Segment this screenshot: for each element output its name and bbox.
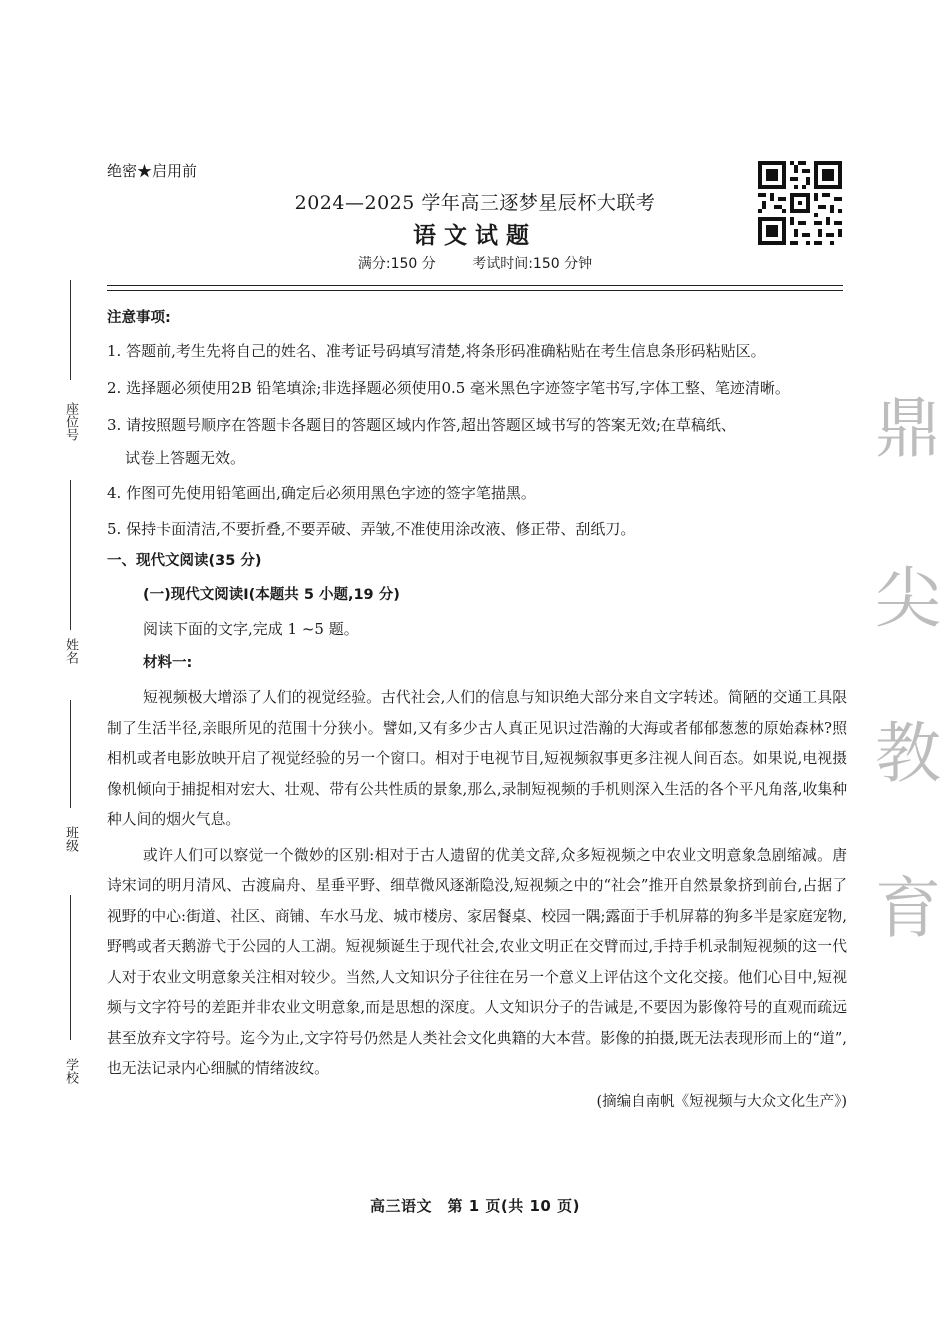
subject-title: 语文试题 xyxy=(413,222,537,249)
qr-code-icon xyxy=(758,160,842,246)
source-citation: (摘编自南帆《短视频与大众文化生产》) xyxy=(596,1093,847,1110)
exam-content xyxy=(107,305,847,1116)
header-rule xyxy=(107,290,843,291)
exam-time: 考试时间:150 分钟 xyxy=(472,256,593,272)
binding-line xyxy=(70,280,71,380)
notice-item: 1. 答题前,考生先将自己的姓名、准考证号码填写清楚,将条形码准确粘贴在考生信息条形码粘贴区。 xyxy=(107,342,766,360)
section-heading: 一、现代文阅读(35 分) xyxy=(107,553,262,569)
notice-item: 4. 作图可先使用铅笔画出,确定后必须用黑色字迹的签字笔描黑。 xyxy=(107,484,536,502)
section-subheading: (一)现代文阅读Ⅰ(本题共 5 小题,19 分) xyxy=(143,587,400,603)
notice-item: 5. 保持卡面清洁,不要折叠,不要弄破、弄皱,不准使用涂改液、修正带、刮纸刀。 xyxy=(107,520,636,538)
notice-item-continued: 试卷上答题无效。 xyxy=(125,449,246,467)
notice-item: 3. 请按照题号顺序在答题卡各题目的答题区域内作答,超出答题区域书写的答案无效;在草稿纸、 xyxy=(107,416,736,434)
watermark-char: 鼎 xyxy=(875,390,941,467)
notice-heading: 注意事项: xyxy=(107,310,171,326)
binding-line xyxy=(70,480,71,630)
watermark-char: 育 xyxy=(875,870,941,947)
watermark-char: 教 xyxy=(875,715,941,792)
material-label: 材料一: xyxy=(143,655,193,671)
page-footer: 高三语文 第 1 页(共 10 页) xyxy=(370,1197,580,1215)
score-line xyxy=(0,253,950,273)
notice-item: 2. 选择题必须使用2B 铅笔填涂;非选择题必须使用0.5 毫米黑色字迹签字笔书写,字体工整、笔迹清晰。 xyxy=(107,379,790,397)
paragraph: 短视频极大增添了人们的视觉经验。古代社会,人们的信息与知识绝大部分来自文字转述。简陋的交通工具限制了生活半径,亲眼所见的范围十分狭小。譬如,又有多少古人真正见识过浩瀚的大海或者郁郁葱葱的原始森林?照相机或者电影放映开启了视觉经验的另一个窗口。相对于电视节目,短视频叙事更多注视人间百态。如果说,电视摄像机倾向于捕捉相对宏大、壮观、带有公共性质的景象,那么,录制短视频的手机则深入生活的各个平凡角落,收集种种人间的烟火气息。 xyxy=(107,689,847,828)
paragraph: 或许人们可以察觉一个微妙的区别:相对于古人遗留的优美文辞,众多短视频之中农业文明意象急剧缩减。唐诗宋词的明月清风、古渡扁舟、星垂平野、细草微风逐渐隐没,短视频之中的“社会”推开自然景象挤到前台,占据了视野的中心:街道、社区、商铺、车水马龙、城市楼房、家居餐桌、校园一隅;露面于手机屏幕的狗多半是家庭宠物,野鸭或者天鹅游弋于公园的人工湖。短视频诞生于现代社会,农业文明正在交臂而过,手持手机录制短视频的这一代人对于农业文明意象关注相对较少。当然,人文知识分子往往在另一个意义上评估这个文化交接。他们心目中,短视频与文字符号的差距并非农业文明意象,而是思想的深度。人文知识分子的告诫是,不要因为影像符号的直观而疏远甚至放弃文字符号。迄今为止,文字符号仍然是人类社会文化典籍的大本营。影像的拍摄,既无法表现形而上的“道”,也无法记录内心细腻的情绪波纹。 xyxy=(107,846,847,1077)
binding-line xyxy=(70,700,71,808)
instruction: 阅读下面的文字,完成 1 ~5 题。 xyxy=(143,620,359,638)
name-label: 姓名 xyxy=(63,638,78,664)
school-label: 学校 xyxy=(63,1058,78,1084)
class-label: 班级 xyxy=(63,826,78,852)
exam-title: 2024—2025 学年高三逐梦星辰杯大联考 xyxy=(294,192,656,214)
watermark-char: 尖 xyxy=(875,560,941,637)
binding-line xyxy=(70,895,71,1040)
seat-label: 座位号 xyxy=(63,402,78,441)
header-rule xyxy=(107,285,843,286)
full-score: 满分:150 分 xyxy=(357,256,436,272)
secret-label: 绝密★启用前 xyxy=(107,162,198,180)
